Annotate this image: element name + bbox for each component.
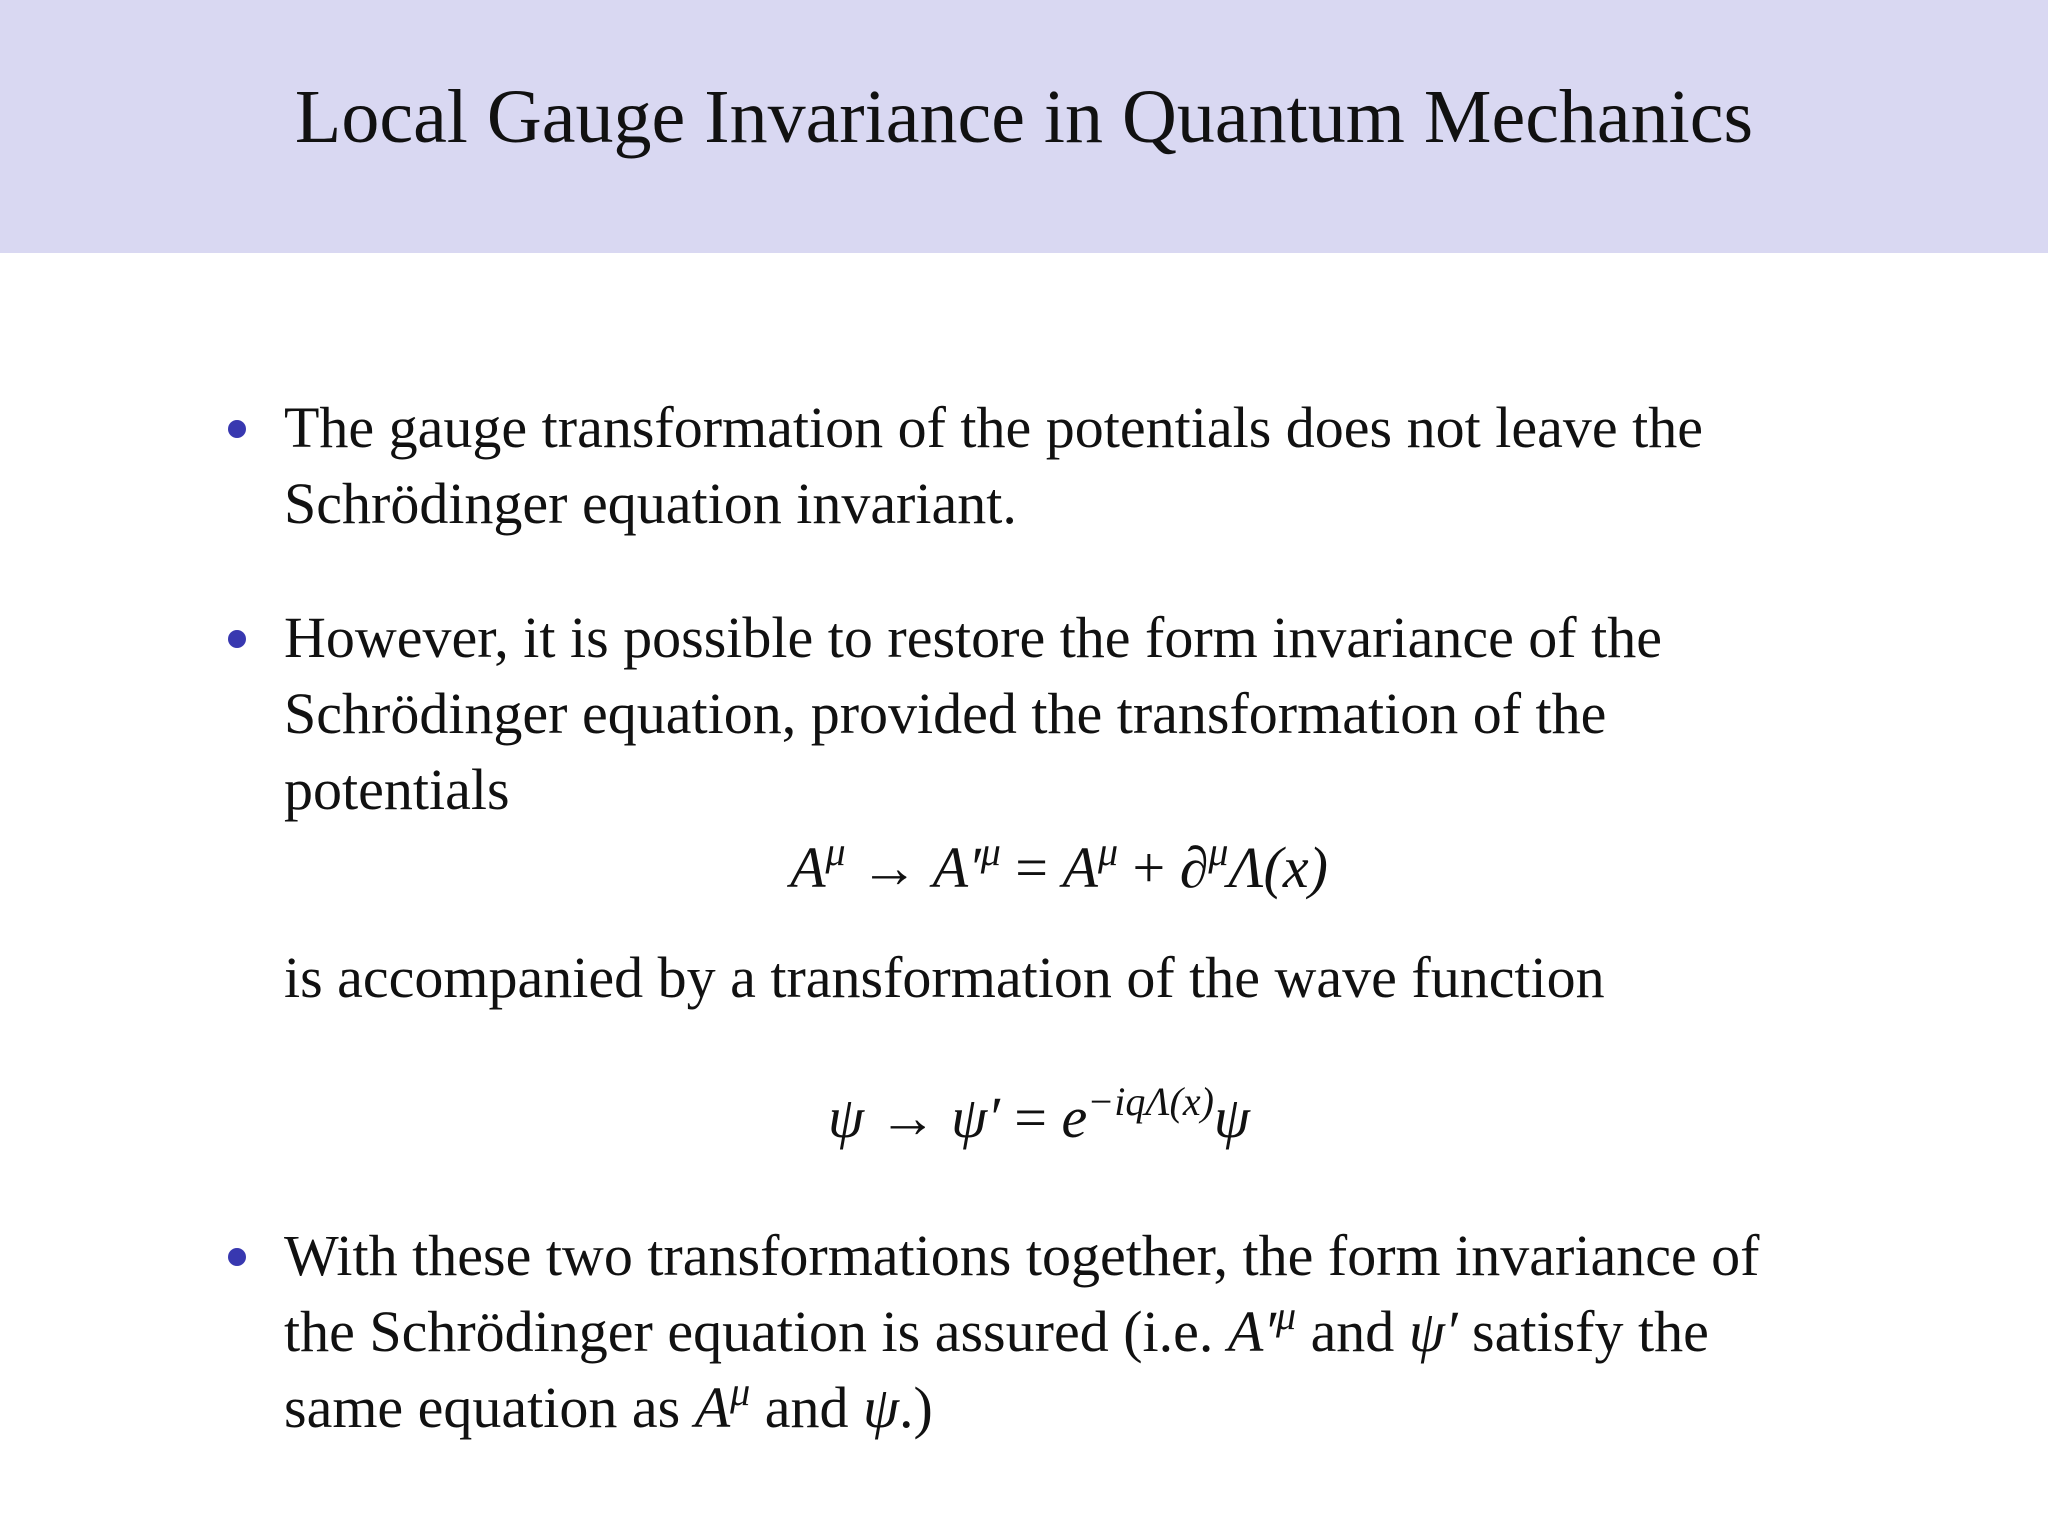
bullet-3-line-1: With these two transformations together, the form invariance of bbox=[284, 1223, 1760, 1288]
bullet-1-line-2: Schrödinger equation invariant. bbox=[284, 471, 1017, 536]
bullet-3-line-2: the Schrödinger equation is assured (i.e. $A'^\mu$ and ψ′ satisfy the bbox=[284, 1293, 1709, 1364]
slide-title: Local Gauge Invariance in Quantum Mechanics bbox=[294, 75, 1754, 159]
bullet-1-line-1: The gauge transformation of the potentials does not leave the bbox=[284, 395, 1703, 460]
bullet-icon bbox=[228, 420, 246, 438]
bullet-icon bbox=[228, 1248, 246, 1266]
bullet-2-line-3: potentials bbox=[284, 757, 510, 822]
gauge-transformation-equation: $A^\mu \to A'^\mu = A^\mu + \partial^\mu\Lambda(x)$ bbox=[790, 829, 1328, 900]
wave-function-transformation-equation: $\psi \to \psi' = e^{-iq\Lambda(x)}\psi$ bbox=[828, 1079, 1250, 1150]
bullet-2-line-2: Schrödinger equation, provided the transformation of the bbox=[284, 681, 1607, 746]
bullet-2-continuation: is accompanied by a transformation of the wave function bbox=[284, 945, 1605, 1010]
bullet-icon bbox=[228, 630, 246, 648]
bullet-2-line-1: However, it is possible to restore the form invariance of the bbox=[284, 605, 1662, 670]
bullet-3-line-3: same equation as $A^\mu$ and ψ.) bbox=[284, 1369, 933, 1440]
